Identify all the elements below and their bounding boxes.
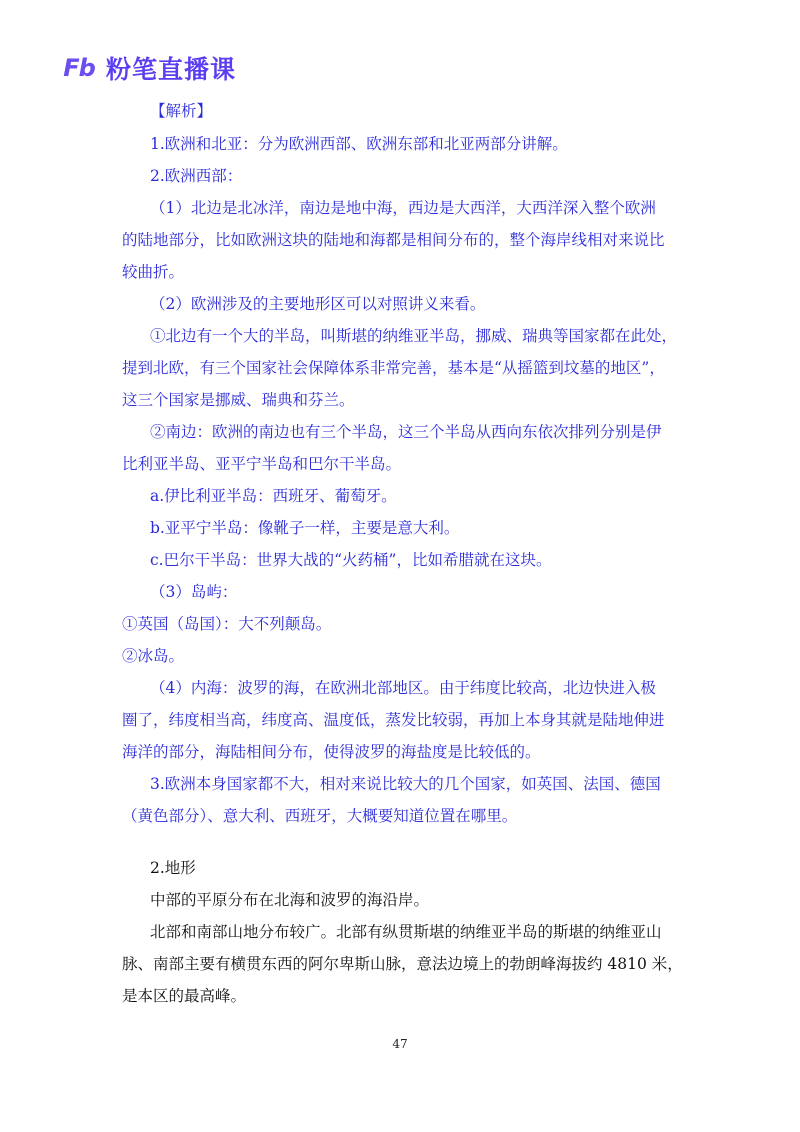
terrain-line: 脉、南部主要有横贯东西的阿尔卑斯山脉，意法边境上的勃朗峰海拔约 4810 米， (122, 955, 683, 973)
terrain-line: 是本区的最高峰。 (122, 987, 247, 1005)
page-number: 47 (392, 1037, 408, 1051)
analysis-line: ①英国（岛国）：大不列颠岛。 (122, 615, 332, 633)
analysis-line: 较曲折。 (122, 263, 185, 281)
terrain-line: 北部和南部山地分布较广。北部有纵贯斯堪的纳维亚半岛的斯堪的纳维亚山 (150, 923, 662, 941)
analysis-line: （3）岛屿： (150, 583, 238, 601)
analysis-line: 圈了，纬度相当高，纬度高、温度低，蒸发比较弱，再加上本身其就是陆地伸进 (122, 711, 665, 729)
analysis-line: 海洋的部分，海陆相间分布，使得波罗的海盐度是比较低的。 (122, 743, 541, 761)
analysis-line: a.伊比利亚半岛：西班牙、葡萄牙。 (150, 487, 397, 505)
analysis-line: ②南边：欧洲的南边也有三个半岛，这三个半岛从西向东依次排列分别是伊 (150, 423, 662, 441)
analysis-line: 这三个国家是挪威、瑞典和芬兰。 (122, 391, 355, 409)
analysis-line: （1）北边是北冰洋，南边是地中海，西边是大西洋，大西洋深入整个欧洲 (150, 199, 656, 217)
analysis-line: 提到北欧，有三个国家社会保障体系非常完善，基本是“从摇篮到坟墓的地区”， (122, 359, 665, 377)
analysis-line: 2.欧洲西部： (150, 167, 243, 185)
terrain-line: 中部的平原分布在北海和波罗的海沿岸。 (150, 891, 430, 909)
analysis-line: 的陆地部分，比如欧洲这块的陆地和海都是相间分布的，整个海岸线相对来说比 (122, 231, 665, 249)
analysis-line: ②冰岛。 (122, 647, 185, 665)
analysis-line: （2）欧洲涉及的主要地形区可以对照讲义来看。 (150, 295, 486, 313)
terrain-heading: 2.地形 (150, 859, 196, 877)
analysis-line: 1.欧洲和北亚：分为欧洲西部、欧洲东部和北亚两部分讲解。 (150, 135, 568, 153)
analysis-line: 3.欧洲本身国家都不大，相对来说比较大的几个国家，如英国、法国、德国 (150, 775, 661, 793)
analysis-line: b.亚平宁半岛：像靴子一样，主要是意大利。 (150, 519, 460, 537)
analysis-line: c.巴尔干半岛：世界大战的“火药桶”，比如希腊就在这块。 (150, 551, 552, 569)
fenbi-logo-icon: Fb (63, 54, 95, 82)
analysis-title: 【解析】 (150, 102, 213, 120)
analysis-line: （4）内海：波罗的海，在欧洲北部地区。由于纬度比较高，北边快进入极 (150, 679, 656, 697)
analysis-line: 比利亚半岛、亚平宁半岛和巴尔干半岛。 (122, 455, 402, 473)
brand-header (56, 50, 236, 86)
analysis-line: ①北边有一个大的半岛，叫斯堪的纳维亚半岛，挪威、瑞典等国家都在此处， (150, 327, 678, 345)
brand-name: 粉笔直播课 (106, 55, 237, 84)
analysis-line: （黄色部分）、意大利、西班牙，大概要知道位置在哪里。 (122, 807, 518, 825)
